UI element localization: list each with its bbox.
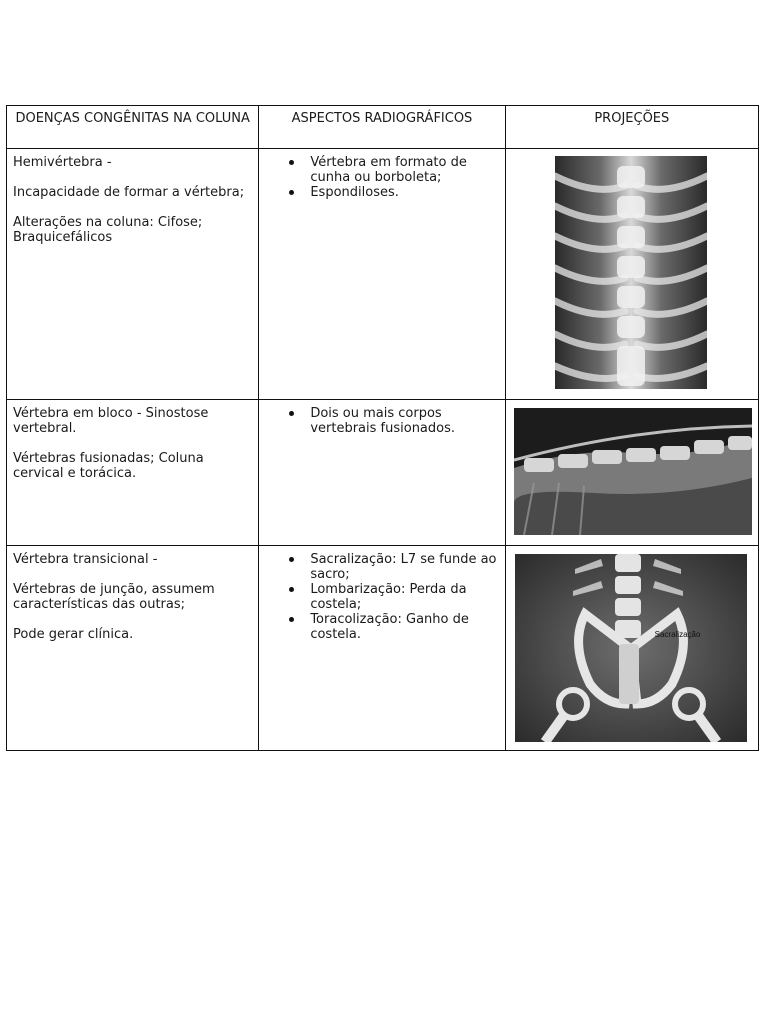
disease-line: Vértebras fusionadas; Coluna cervical e torácica. (13, 451, 204, 481)
xray-image-block-vertebra (514, 408, 752, 535)
content-table (6, 105, 759, 751)
header-projections: PROJEÇÕES (505, 106, 758, 149)
aspects-list (265, 552, 498, 642)
xray-image-sacralization (515, 554, 747, 742)
disease-line: Vértebra transicional - (13, 552, 158, 567)
disease-line: Incapacidade de formar a vértebra; (13, 185, 245, 200)
header-radiographic-aspects: ASPECTOS RADIOGRÁFICOS (259, 106, 505, 149)
xray-annotation-label: Sacralização (654, 630, 701, 639)
disease-line: Hemivértebra - (13, 155, 112, 170)
aspect-item: Vértebra em formato de cunha ou borboleta; (310, 155, 498, 185)
disease-line: Vértebra em bloco - Sinostose vertebral. (13, 406, 209, 436)
aspect-item: Lombarização: Perda da costela; (310, 582, 498, 612)
disease-cell (7, 546, 259, 751)
table-row (7, 149, 759, 400)
disease-line: Alterações na coluna: Cifose; Braquicefálicos (13, 215, 203, 245)
disease-line: Vértebras de junção, assumem características das outras; (13, 582, 215, 612)
header-diseases: DOENÇAS CONGÊNITAS NA COLUNA (7, 106, 259, 149)
aspects-list (265, 155, 498, 200)
aspects-cell (259, 400, 505, 546)
table-row (7, 546, 759, 751)
projection-cell (505, 400, 758, 546)
table-row (7, 400, 759, 546)
aspects-cell (259, 149, 505, 400)
aspects-cell (259, 546, 505, 751)
projection-cell (505, 546, 758, 751)
disease-cell (7, 149, 259, 400)
aspects-list (265, 406, 498, 436)
disease-cell (7, 400, 259, 546)
aspect-item: Sacralização: L7 se funde ao sacro; (310, 552, 498, 582)
aspect-item: Dois ou mais corpos vertebrais fusionados. (310, 406, 498, 436)
aspect-item: Espondiloses. (310, 185, 498, 200)
disease-line: Pode gerar clínica. (13, 627, 134, 642)
xray-image-hemivertebra (555, 156, 707, 389)
aspect-item: Toracolização: Ganho de costela. (310, 612, 498, 642)
header-row (7, 106, 759, 149)
projection-cell (505, 149, 758, 400)
